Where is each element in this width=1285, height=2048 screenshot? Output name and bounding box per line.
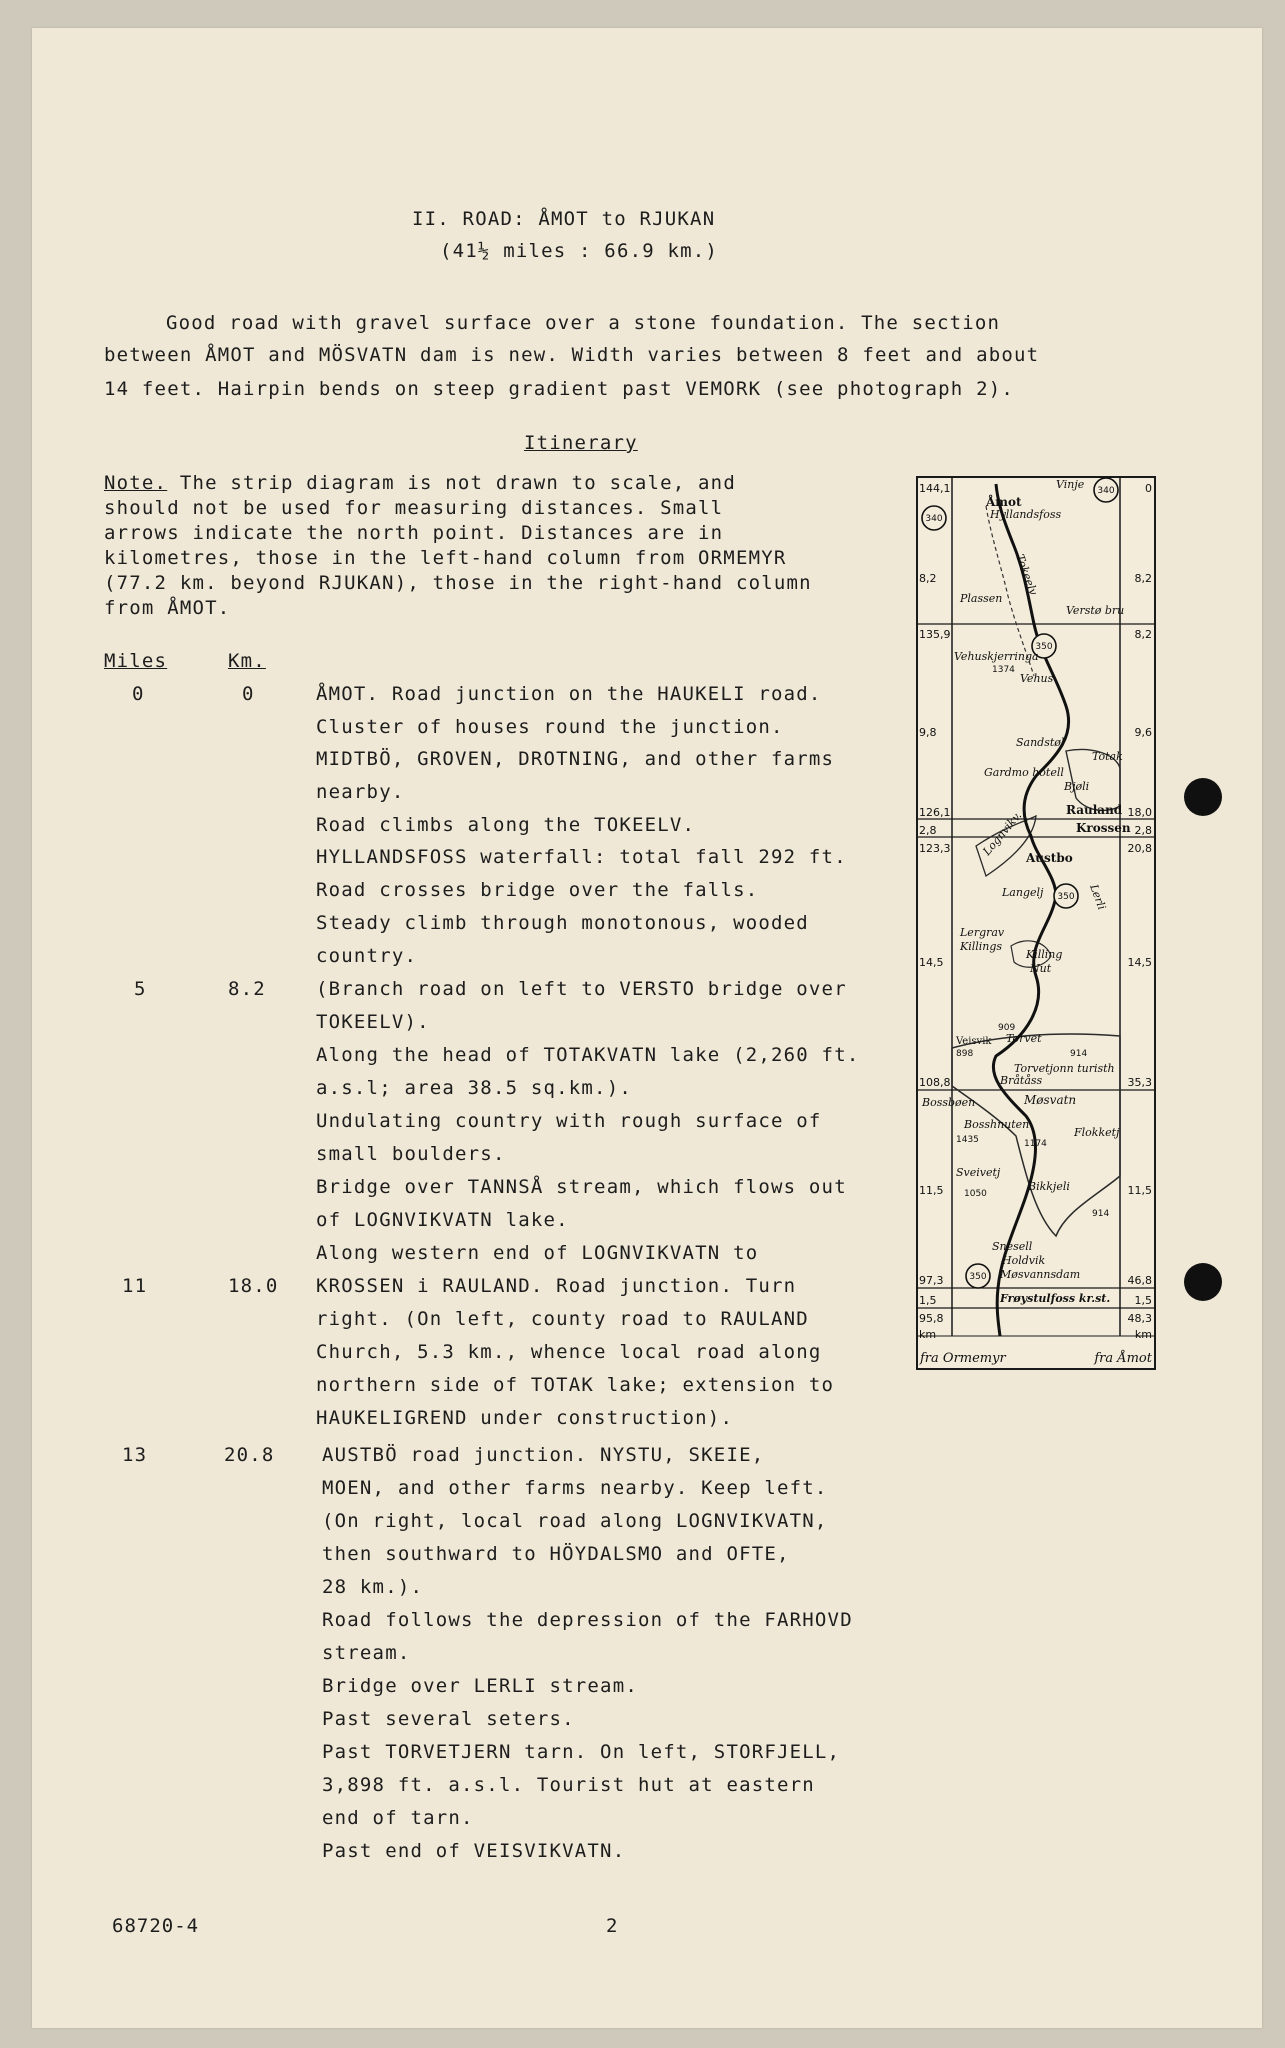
place-label: Torvet	[1006, 1032, 1042, 1045]
row-line: 3,898 ft. a.s.l. Tourist hut at eastern	[322, 1774, 815, 1796]
note-line	[104, 472, 736, 494]
left-km-label: 1,5	[919, 1294, 937, 1307]
left-km-label: 11,5	[919, 1184, 944, 1197]
column-header-miles: Miles	[104, 650, 168, 672]
right-km-label: 8,2	[1134, 572, 1152, 585]
place-label: Gardmo hotell	[984, 766, 1064, 779]
section-subtitle: (41½ miles : 66.9 km.)	[440, 240, 719, 262]
row-line: KROSSEN i RAULAND. Road junction. Turn	[316, 1275, 797, 1297]
row-line: ÅMOT. Road junction on the HAUKELI road.	[316, 683, 822, 705]
elevation-label: 914	[1070, 1049, 1088, 1059]
note-label: Note.	[104, 472, 168, 494]
place-label: Lerli	[1087, 882, 1109, 912]
row-km: 18.0	[228, 1275, 279, 1297]
place-label: Torvetjonn turisth	[1014, 1062, 1115, 1075]
place-label: Bikkjeli	[1028, 1180, 1070, 1193]
row-line: Along western end of LOGNVIKVATN to	[316, 1242, 759, 1264]
row-line: end of tarn.	[322, 1807, 474, 1829]
row-line: Steady climb through monotonous, wooded	[316, 912, 809, 934]
row-miles: 0	[132, 683, 145, 705]
note-line: kilometres, those in the left-hand column from ORMEMYR	[104, 547, 787, 569]
row-line: nearby.	[316, 781, 405, 803]
place-label: Vinje	[1056, 478, 1085, 491]
row-miles: 11	[122, 1275, 148, 1297]
row-line: HAUKELIGREND under construction).	[316, 1407, 734, 1429]
row-line: Cluster of houses round the junction.	[316, 716, 784, 738]
row-miles: 13	[122, 1444, 148, 1466]
right-km-label: 8,2	[1134, 628, 1152, 641]
place-label: Holdvik	[1002, 1254, 1046, 1267]
left-km-label: 97,3	[919, 1274, 944, 1287]
row-line: TOKEELV).	[316, 1011, 430, 1033]
row-line: AUSTBÖ road junction. NYSTU, SKEIE,	[322, 1444, 765, 1466]
road-number-label: 340	[925, 514, 943, 524]
place-label: Bossbøen	[922, 1096, 976, 1109]
place-label: Veisvik	[956, 1036, 992, 1047]
row-line: MOEN, and other farms nearby. Keep left.	[322, 1477, 828, 1499]
row-line: Undulating country with rough surface of	[316, 1110, 822, 1132]
place-label: Krossen	[1076, 821, 1131, 835]
place-label: Sandstøl	[1016, 736, 1065, 749]
row-line: 28 km.).	[322, 1576, 424, 1598]
left-km-label: 144,1	[919, 482, 951, 495]
row-line: then southward to HÖYDALSMO and OFTE,	[322, 1543, 790, 1565]
row-line: MIDTBÖ, GROVEN, DROTNING, and other farms	[316, 748, 835, 770]
map-caption-left: fra Ormemyr	[920, 1351, 1006, 1366]
elevation-label: 1050	[964, 1189, 987, 1199]
row-line: Church, 5.3 km., whence local road along	[316, 1341, 822, 1363]
document-reference: 68720-4	[112, 1915, 200, 1937]
right-km-label: 11,5	[1127, 1184, 1152, 1197]
place-label: Bjøli	[1064, 780, 1090, 793]
place-label: Lognvikv.	[980, 809, 1025, 858]
elevation-label: 1435	[956, 1135, 979, 1145]
place-label: Åmot	[986, 495, 1022, 509]
right-km-label: 0	[1145, 482, 1152, 495]
intro-line: 14 feet. Hairpin bends on steep gradient past VEMORK (see photograph 2).	[104, 378, 1015, 400]
strip-map-svg	[916, 476, 1156, 1370]
note-line: (77.2 km. beyond RJUKAN), those in the right-hand column	[104, 572, 812, 594]
note-line: from ÅMOT.	[104, 597, 231, 619]
intro-line: between ÅMOT and MÖSVATN dam is new. Width varies between 8 feet and about	[104, 344, 1040, 366]
row-line: Road follows the depression of the FARHOVD	[322, 1609, 853, 1631]
left-km-label: 135,9	[919, 628, 951, 641]
left-km-label: 8,2	[919, 572, 937, 585]
column-header-km: Km.	[228, 650, 266, 672]
row-km: 0	[242, 683, 255, 705]
section-title: II. ROAD: ÅMOT to RJUKAN	[412, 208, 716, 230]
row-line: Bridge over TANNSÅ stream, which flows out	[316, 1176, 847, 1198]
document-page	[32, 28, 1262, 2028]
place-label: Bråtåss	[1000, 1074, 1043, 1087]
right-km-label: 48,3	[1127, 1312, 1152, 1325]
note-line: arrows indicate the north point. Distances are in	[104, 522, 724, 544]
place-label: Lergrav	[960, 926, 1005, 939]
place-label: Verstø bru	[1066, 604, 1125, 617]
left-km-label: 108,8	[919, 1076, 951, 1089]
place-label: Langelj	[1002, 886, 1044, 899]
strip-diagram-map	[916, 476, 1156, 1370]
elevation-label: 909	[998, 1023, 1016, 1033]
place-label: Plassen	[960, 592, 1003, 605]
road-number-label: 350	[1035, 642, 1053, 652]
row-line: Road crosses bridge over the falls.	[316, 879, 759, 901]
punch-hole-bottom	[1184, 1263, 1222, 1301]
road-number-label: 340	[1097, 486, 1115, 496]
elevation-label: 1374	[992, 665, 1015, 675]
row-line: right. (On left, county road to RAULAND	[316, 1308, 809, 1330]
page-number: 2	[606, 1915, 619, 1937]
right-km-label: 2,8	[1134, 824, 1152, 837]
left-km-label: 9,8	[919, 726, 937, 739]
row-km: 8.2	[228, 978, 266, 1000]
place-label: Rauland	[1066, 803, 1123, 817]
left-km-label: 14,5	[919, 956, 944, 969]
place-label: Flokketj	[1074, 1126, 1120, 1139]
row-line: Along the head of TOTAKVATN lake (2,260 ft.	[316, 1044, 860, 1066]
place-label: Totak	[1092, 750, 1123, 763]
intro-line: Good road with gravel surface over a stone foundation. The section	[166, 312, 1001, 334]
place-label: Austbo	[1026, 851, 1073, 865]
right-km-label: 20,8	[1127, 842, 1152, 855]
right-km-label: 14,5	[1127, 956, 1152, 969]
row-line: Road climbs along the TOKEELV.	[316, 814, 696, 836]
left-km-label: 2,8	[919, 824, 937, 837]
row-line: Past end of VEISVIKVATN.	[322, 1840, 626, 1862]
place-label: Vehuskjerringa	[954, 650, 1039, 663]
row-line: country.	[316, 945, 418, 967]
right-km-label: 9,6	[1134, 726, 1152, 739]
right-km-label: 35,3	[1127, 1076, 1152, 1089]
left-km-label: 123,3	[919, 842, 951, 855]
place-label: Tokeelv	[1013, 552, 1040, 597]
row-line: HYLLANDSFOSS waterfall: total fall 292 ft.	[316, 846, 847, 868]
map-caption-right: fra Åmot	[1094, 1351, 1152, 1366]
right-km-label: km	[1134, 1328, 1152, 1341]
place-label: Møsvannsdam	[1000, 1268, 1081, 1281]
row-line: a.s.l; area 38.5 sq.km.).	[316, 1077, 632, 1099]
left-km-label: 95,8	[919, 1312, 944, 1325]
elevation-label: 898	[956, 1049, 974, 1059]
row-miles: 5	[134, 978, 147, 1000]
punch-hole-top	[1184, 778, 1222, 816]
note-text: The strip diagram is not drawn to scale, and	[167, 472, 736, 494]
place-label: Nut	[1030, 962, 1052, 975]
note-line: should not be used for measuring distances. Small	[104, 497, 724, 519]
place-label: Killing	[1026, 948, 1063, 961]
place-label: Frøystulfoss kr.st.	[1000, 1292, 1111, 1305]
place-label: Vehus	[1020, 672, 1054, 685]
left-km-label: km	[919, 1328, 937, 1341]
place-label: Snesell	[992, 1240, 1033, 1253]
place-label: Sveivetj	[956, 1166, 1001, 1179]
row-line: Past several seters.	[322, 1708, 575, 1730]
right-km-label: 18,0	[1127, 806, 1152, 819]
row-line: (On right, local road along LOGNVIKVATN,	[322, 1510, 828, 1532]
row-km: 20.8	[224, 1444, 275, 1466]
row-line: stream.	[322, 1642, 411, 1664]
itinerary-title: Itinerary	[524, 432, 638, 454]
place-label: Hyllandsfoss	[990, 508, 1062, 521]
elevation-label: 1174	[1024, 1139, 1047, 1149]
right-km-label: 46,8	[1127, 1274, 1152, 1287]
row-line: of LOGNVIKVATN lake.	[316, 1209, 569, 1231]
elevation-label: 914	[1092, 1209, 1110, 1219]
road-number-label: 350	[969, 1272, 987, 1282]
row-line: Past TORVETJERN tarn. On left, STORFJELL,	[322, 1741, 841, 1763]
left-km-label: 126,1	[919, 806, 951, 819]
right-km-label: 1,5	[1134, 1294, 1152, 1307]
row-line: northern side of TOTAK lake; extension to	[316, 1374, 835, 1396]
place-label: Bosshnuten	[964, 1118, 1030, 1131]
road-number-label: 350	[1057, 892, 1075, 902]
row-line: small boulders.	[316, 1143, 506, 1165]
row-line: (Branch road on left to VERSTO bridge over	[316, 978, 847, 1000]
row-line: Bridge over LERLI stream.	[322, 1675, 638, 1697]
place-label: Killings	[960, 940, 1003, 953]
place-label: Møsvatn	[1024, 1093, 1077, 1107]
